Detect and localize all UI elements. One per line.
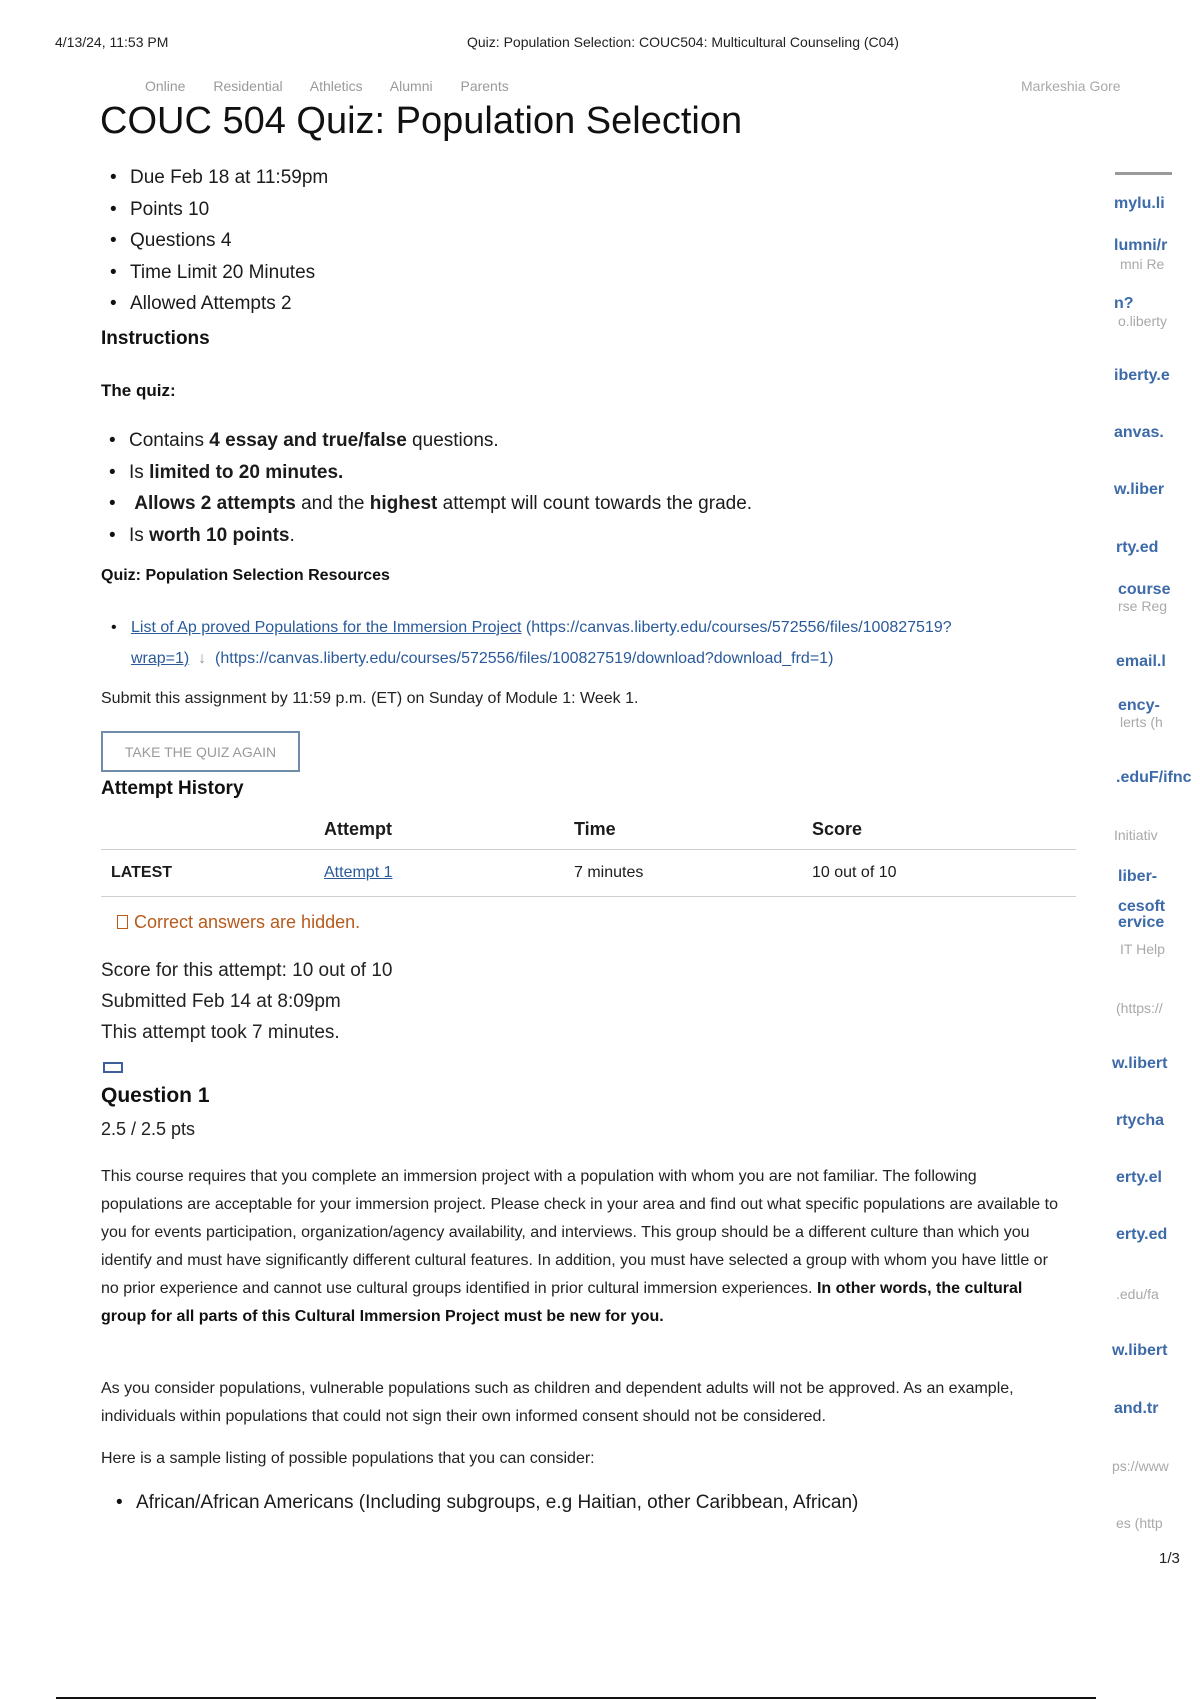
sidebar-fragment[interactable]: erty.el [1116,1169,1162,1186]
clipped-link-sidebar [1100,0,1200,1560]
nav-link-parents[interactable]: Parents [460,78,509,94]
attempt-label: LATEST [101,850,324,897]
sidebar-fragment[interactable]: w.libert [1112,1342,1168,1359]
rule-question-types: • Contains 4 essay and true/false questions. [129,425,752,457]
quiz-details-list [130,162,328,320]
sidebar-fragment[interactable]: and.tr [1114,1400,1159,1417]
column-header-score: Score [812,809,1076,850]
sidebar-fragment[interactable]: w.liber [1114,481,1165,498]
question-paragraph-3: Here is a sample listing of possible populations that you can consider: [101,1450,595,1467]
print-header [0,34,1200,54]
sidebar-fragment[interactable]: n? [1114,295,1134,312]
sidebar-fragment: rse Reg [1118,598,1168,614]
population-list [136,1488,858,1518]
print-datetime: 4/13/24, 11:53 PM [55,34,169,50]
sidebar-fragment[interactable]: mylu.li [1114,195,1165,212]
user-name[interactable]: Markeshia Gore [1021,78,1121,94]
sidebar-fragment[interactable]: anvas. [1114,424,1164,441]
sidebar-fragment[interactable]: .eduF/ifnc [1116,769,1192,786]
quiz-subheading: The quiz: [101,381,176,400]
sidebar-fragment[interactable]: email.l [1116,653,1166,670]
sidebar-fragment[interactable]: lumni/r [1114,237,1168,254]
column-header-time: Time [574,809,812,850]
sidebar-fragment: lerts (h [1120,714,1163,730]
page-number: 1/3 [1159,1550,1180,1567]
instructions-heading: Instructions [101,328,210,349]
sidebar-fragment[interactable]: erty.ed [1116,1226,1168,1243]
sidebar-fragment: Initiativ [1114,827,1158,843]
question-paragraph-1: This course requires that you complete an immersion project with a population with whom you are not familiar. The following populations are acceptable for your immersion project. Please check in your area and find out what specific populations are available to you for events participation, organization/agency availability, and interviews. This group should be a different culture than which you identify and must have significantly different cultural features. In addition, you must have selected a group with whom you have little or no prior experience and cannot use cultural groups identified in prior cultural immersion experiences. In other words, the cultural group for all parts of this Cultural Immersion Project must be new for you. [101,1168,1058,1325]
table-row [101,850,1076,897]
column-header-attempt: Attempt [324,809,574,850]
question-paragraph-2: As you consider populations, vulnerable populations such as children and dependent adults will not be approved. As an example, individuals within populations that could not sign their own informed consent should not be considered. [101,1380,1014,1425]
quiz-points: • Points 10 [130,194,328,226]
sidebar-fragment: mni Re [1120,256,1165,272]
sidebar-fragment[interactable]: rtycha [1116,1112,1165,1129]
download-icon[interactable]: ↓ [193,650,211,667]
top-navigation [145,78,533,94]
attempt-duration-line: This attempt took 7 minutes. [101,1022,340,1043]
sidebar-fragment[interactable]: rty.ed [1116,539,1159,556]
print-document-title: Quiz: Population Selection: COUC504: Multicultural Counseling (C04) [467,34,899,50]
attempt-history-heading: Attempt History [101,778,244,799]
quiz-allowed-attempts: • Allowed Attempts 2 [130,288,328,320]
attempt-link[interactable]: Attempt 1 [324,864,393,881]
resources-heading: Quiz: Population Selection Resources [101,567,390,584]
submission-note: Submit this assignment by 11:59 p.m. (ET) on Sunday of Module 1: Week 1. [101,690,639,707]
rule-points: • Is worth 10 points. [129,520,752,552]
warning-icon [117,915,128,929]
quiz-time-limit: • Time Limit 20 Minutes [130,257,328,289]
attempt-submitted-line: Submitted Feb 14 at 8:09pm [101,991,341,1012]
attempt-history-table [101,809,1076,897]
sidebar-fragment[interactable]: liber- [1118,868,1158,885]
attempt-score: 10 out of 10 [812,850,1076,897]
attempt-cell [324,850,574,897]
resource-download-link[interactable]: (https://canvas.liberty.edu/courses/572556/files/100827519/download?download_frd=1) [215,650,834,667]
flag-question-icon[interactable] [103,1062,123,1073]
sidebar-fragment: (https:// [1116,1000,1163,1016]
page-bottom-divider [56,1697,1096,1699]
quiz-rules-list [129,425,752,551]
sidebar-fragment: ps://www [1112,1458,1169,1474]
nav-link-online[interactable]: Online [145,78,186,94]
sidebar-fragment: es (http [1116,1515,1163,1531]
rule-time-limit: • Is limited to 20 minutes. [129,457,752,489]
attempt-time: 7 minutes [574,850,812,897]
sidebar-divider [1115,172,1172,175]
sidebar-fragment[interactable]: course [1118,581,1171,598]
nav-link-athletics[interactable]: Athletics [309,78,363,94]
table-header-row [101,809,1076,850]
quiz-due-date: • Due Feb 18 at 11:59pm [130,162,328,194]
nav-link-residential[interactable]: Residential [213,78,283,94]
nav-link-alumni[interactable]: Alumni [389,78,433,94]
question-heading: Question 1 [101,1084,210,1107]
sidebar-fragment[interactable]: ency- [1118,697,1160,714]
resource-link[interactable]: List of Ap proved Populations for the Immersion Project (https://canvas.liberty.edu/courses/572556/files/100827519? wrap=1) [131,619,952,667]
answers-hidden-notice [117,912,360,933]
answers-hidden-text: Correct answers are hidden. [134,912,361,932]
sidebar-fragment: o.liberty [1118,313,1168,329]
column-header-label [101,809,324,850]
question-points: 2.5 / 2.5 pts [101,1119,196,1139]
attempt-score-line: Score for this attempt: 10 out of 10 [101,960,393,981]
take-quiz-again-button[interactable]: TAKE THE QUIZ AGAIN [101,731,300,772]
sidebar-fragment[interactable]: cesoft [1118,898,1166,915]
sidebar-fragment: IT Help [1120,941,1165,957]
resource-item [131,612,1091,674]
page-title: COUC 504 Quiz: Population Selection [100,100,743,142]
sidebar-fragment[interactable]: iberty.e [1114,367,1170,384]
rule-attempts: • Allows 2 attempts and the highest attempt will count towards the grade. [129,488,752,520]
sidebar-fragment: .edu/fa [1116,1286,1159,1302]
sidebar-fragment[interactable]: ervice [1118,914,1165,931]
quiz-question-count: • Questions 4 [130,225,328,257]
sidebar-fragment[interactable]: w.libert [1112,1055,1168,1072]
list-item: • African/African Americans (Including subgroups, e.g Haitian, other Caribbean, African) [136,1488,858,1518]
attempt-summary [101,955,393,1048]
resources-list [131,612,1091,674]
